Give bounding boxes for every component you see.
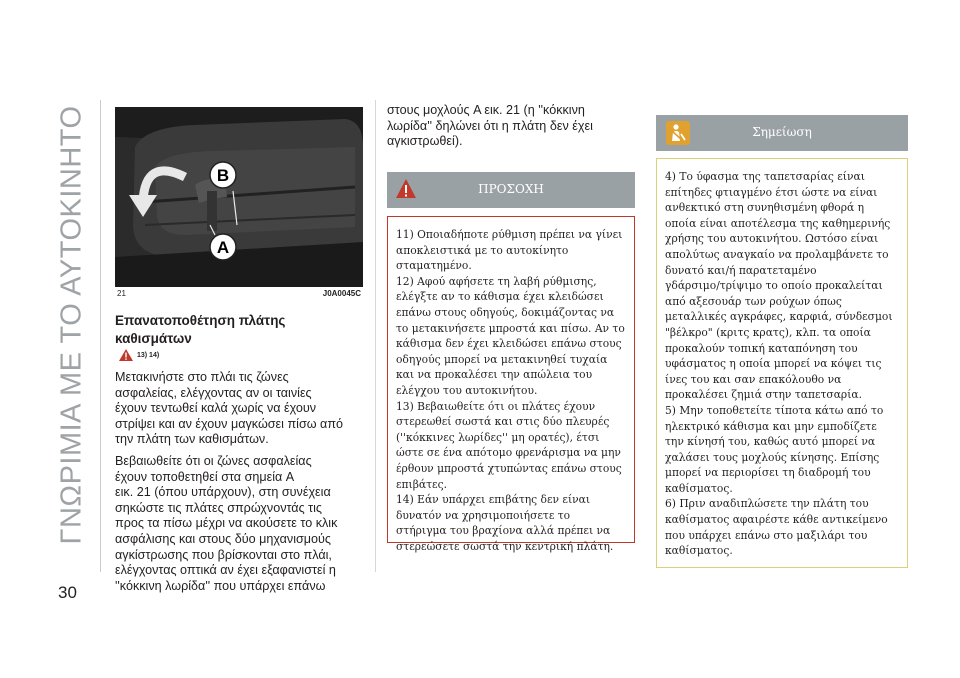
svg-text:A: A [216, 238, 230, 257]
figure-caption [115, 287, 363, 301]
svg-text:B: B [216, 166, 230, 185]
rear-seat-illustration [115, 107, 363, 287]
note-box-text: 4) Το ύφασμα της ταπετσαρίας είναι επίτηδες φτιαγμένο έτσι ώστε να είναι ανθεκτικό στη συνηθισμένη φθορά η οποία είναι αποτέλεσμα της καθημερινής χρήσης του αυτοκινήτου. Ωστόσο είναι απολύτως αναγκαίο να προλαμβάνετε το δυνατό και/ή παρατεταμένο γδάρσιμο/τρίψιμο το οποίο προκαλείται από αξεσουάρ των ρούχων όπως μεταλλικές αγκράφες, καρφιά, σύνδεσμοι "βέλκρο" (κριτς κρατς), κλπ. τα οποία προκαλούν τοπική καταπόνηση του υφάσματος η οποία μπορεί να κόψει τις ίνες του και σαν επακόλουθο να προκαλέσει ζημιά στην ταπετσαρία. 5) Μην τοποθετείτε τίποτα κάτω από το ηλεκτρικό κάθισμα και μην εμποδίζετε την κίνησή του, καθώς αυτό μπορεί να χαλάσει τους μοχλούς κίνησης. Επίσης μπορεί να περιορίσει τη διαδρομή του καθίσματος. 6) Πριν αναδιπλώσετε την πλάτη του καθίσματος αφαιρέστε κάθε αντικείμενο που υπάρχει επάνω στο μαξιλάρι του καθίσματος. [665, 170, 893, 558]
section-heading: Επανατοποθέτηση πλάτης καθισμάτων [115, 313, 286, 346]
figure-photo [115, 107, 363, 287]
warning-box-title: ΠΡΟΣΟΧΗ [478, 182, 544, 196]
paragraph-2: Βεβαιωθείτε ότι οι ζώνες ασφαλείας έχουν τοποθετηθεί στα σημεία A εικ. 21 (όπου υπάρχουν), στη συνέχεια σηκώστε τις πλάτες σπρώχνοντάς τις προς τα πίσω μέχρι να ακούσετε το κλικ ασφάλισης και στους δύο μηχανισμούς αγκίστρωσης που βρίσκονται στο πλάι, ελέγχοντας οπτικά αν έχει εξαφανιστεί η ''κόκκινη λωρίδα'' που υπάρχει επάνω [115, 454, 338, 593]
warning-box [387, 216, 635, 553]
column-divider [375, 100, 376, 572]
side-title: ΓΝΩΡΙΜΙΑ ΜΕ ΤΟ ΑΥΤΟΚΙΝΗΤΟ [55, 105, 88, 545]
note-box-header [656, 115, 908, 151]
note-box-title: Σημείωση [752, 125, 812, 139]
page-number: 30 [58, 583, 77, 602]
side-divider [100, 100, 101, 572]
figure-number: 21 [117, 289, 126, 298]
warning-box-header [387, 172, 635, 208]
note-box [656, 158, 908, 568]
figure-code: J0A0045C [322, 289, 361, 298]
warning-box-text: 11) Οποιαδήποτε ρύθμιση πρέπει να γίνει αποκλειστικά με το αυτοκίνητο σταματημένο. 12) Αφού αφήσετε τη λαβή ρύθμισης, ελέγξτε αν το κάθισμα έχει κλειδώσει επάνω στους οδηγούς, δοκιμάζοντας να το μετακινήσετε μπροστά και πίσω. Αν το κάθισμα δεν έχει κλειδώσει επάνω στους οδηγούς μπορεί να μετακινηθεί τυχαία και να προκαλέσει την απώλεια του ελέγχου του αυτοκινήτου. 13) Βεβαιωθείτε ότι οι πλάτες έχουν στερεωθεί σωστά και στις δύο πλευρές (''κόκκινες λωρίδες'' μη ορατές), έτσι ώστε σε ένα απότομο φρενάρισμα να μην έρθουν μπροστά χτυπώντας επάνω στους επιβάτες. 14) Εάν υπάρχει επιβάτης δεν είναι δυνατόν να χρησιμοποιήσετε το στήριγμα του βραχίονα αλλά πρέπει να στερεώσετε σωστά την κεντρική πλάτη. [396, 228, 625, 553]
paragraph-2-continued: στους μοχλούς A εικ. 21 (η ''κόκκινη λωρίδα'' δηλώνει ότι η πλάτη δεν έχει αγκιστρωθεί). [387, 103, 593, 149]
warning-triangle-icon [119, 349, 133, 361]
paragraph-1: Μετακινήστε στο πλάι τις ζώνες ασφαλείας, ελέγχοντας αν οι ταινίες έχουν τεντωθεί καλά χωρίς να έχουν στρίψει και αν έχουν μαγκώσει πίσω από την πλάτη των καθισμάτων. [115, 370, 344, 447]
